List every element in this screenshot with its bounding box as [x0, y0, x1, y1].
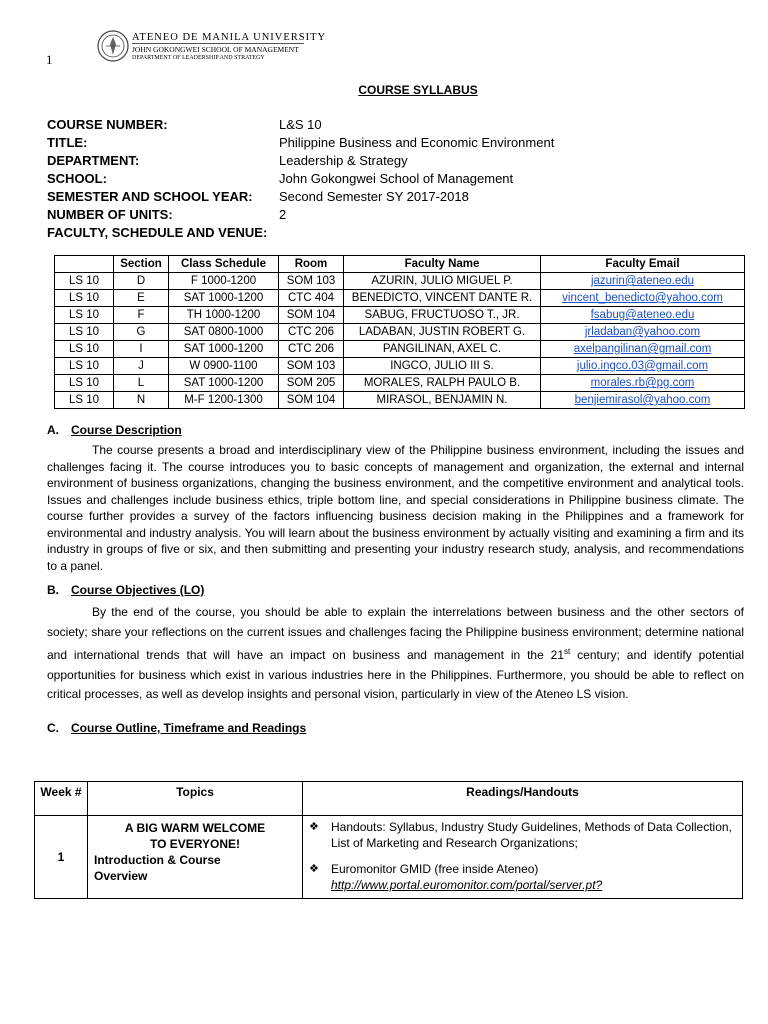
info-label: DEPARTMENT: [47, 153, 140, 168]
cell-course: LS 10 [55, 341, 114, 358]
diamond-bullet-icon: ❖ [309, 863, 319, 875]
cell-faculty-email [541, 290, 745, 307]
faculty-table-header [55, 256, 745, 273]
info-row-school [47, 170, 554, 188]
ordinal-suffix: st [564, 647, 571, 656]
table-row [55, 341, 745, 358]
header-course [55, 256, 114, 273]
cell-faculty-email [541, 392, 745, 409]
info-label: COURSE NUMBER: [47, 117, 168, 132]
page-title: COURSE SYLLABUS [358, 83, 478, 97]
euromonitor-link[interactable]: http://www.portal.euromonitor.com/portal/server.pt? [331, 878, 603, 892]
info-value: John Gokongwei School of Management [279, 171, 514, 186]
section-c-heading [47, 721, 306, 735]
cell-course: LS 10 [55, 324, 114, 341]
cell-faculty-name: BENEDICTO, VINCENT DANTE R. [344, 290, 541, 307]
cell-section: J [114, 358, 169, 375]
cell-faculty-name: MORALES, RALPH PAULO B. [344, 375, 541, 392]
header-topics: Topics [88, 782, 303, 816]
logo-school-name: JOHN GOKONGWEI SCHOOL OF MANAGEMENT [132, 45, 299, 54]
cell-room: SOM 103 [279, 358, 344, 375]
cell-faculty-name: AZURIN, JULIO MIGUEL P. [344, 273, 541, 290]
cell-faculty-name: INGCO, JULIO III S. [344, 358, 541, 375]
university-logo [97, 30, 327, 64]
cell-faculty-email [541, 341, 745, 358]
section-title: Course Objectives (LO) [71, 583, 205, 597]
cell-schedule: F 1000-1200 [169, 273, 279, 290]
header-readings: Readings/Handouts [303, 782, 743, 816]
header-section: Section [114, 256, 169, 273]
section-letter: A. [47, 423, 59, 437]
cell-course: LS 10 [55, 273, 114, 290]
reading-text: Handouts: Syllabus, Industry Study Guidelines, Methods of Data Collection, List of Marketing and Research Organizations; [331, 820, 732, 850]
header-faculty-name: Faculty Name [344, 256, 541, 273]
faculty-email-link[interactable]: jrladaban@yahoo.com [584, 326, 701, 338]
cell-course: LS 10 [55, 307, 114, 324]
info-row-faculty [47, 224, 554, 242]
cell-course: LS 10 [55, 375, 114, 392]
info-label: TITLE: [47, 135, 88, 150]
topic-line: Overview [94, 869, 148, 883]
cell-faculty-email [541, 358, 745, 375]
logo-department-name: DEPARTMENT OF LEADERSHIP AND STRATEGY [132, 55, 265, 61]
faculty-email-link[interactable]: julio.ingco.03@gmail.com [576, 360, 709, 372]
reading-item [309, 819, 736, 851]
header-faculty-email: Faculty Email [541, 256, 745, 273]
diamond-bullet-icon: ❖ [309, 821, 319, 833]
info-row-title [47, 134, 554, 152]
table-row [55, 290, 745, 307]
cell-schedule: M-F 1200-1300 [169, 392, 279, 409]
header-week: Week # [35, 782, 88, 816]
cell-course: LS 10 [55, 358, 114, 375]
info-label: SCHOOL: [47, 171, 107, 186]
page-number: 1 [46, 52, 53, 67]
header-room: Room [279, 256, 344, 273]
faculty-email-link[interactable]: fsabug@ateneo.edu [590, 309, 695, 321]
week-topic [88, 816, 303, 899]
cell-room: CTC 206 [279, 341, 344, 358]
objectives-text-part2: century; and identify potential opportunities for business which exist in various industries here in the Philippines. Furthermore, you should be able to reflect on critical processes, as well as develop insights and personal vision, particularly in view of the Ateneo LS vision. [47, 648, 745, 701]
table-row [55, 273, 745, 290]
course-objectives-text [47, 603, 744, 705]
cell-faculty-email [541, 324, 745, 341]
cell-course: LS 10 [55, 290, 114, 307]
table-row [55, 392, 745, 409]
cell-schedule: SAT 1000-1200 [169, 290, 279, 307]
logo-divider [132, 43, 304, 44]
cell-faculty-email [541, 307, 745, 324]
info-row-units [47, 206, 554, 224]
outline-row-week-1 [35, 816, 743, 899]
info-row-department [47, 152, 554, 170]
section-b-heading [47, 583, 204, 597]
cell-faculty-email [541, 273, 745, 290]
cell-faculty-name: LADABAN, JUSTIN ROBERT G. [344, 324, 541, 341]
cell-section: D [114, 273, 169, 290]
topic-line: TO EVERYONE! [149, 837, 241, 851]
faculty-email-link[interactable]: morales.rb@pg.com [590, 377, 695, 389]
cell-schedule: W 0900-1100 [169, 358, 279, 375]
section-title: Course Outline, Timeframe and Readings [71, 721, 307, 735]
section-letter: C. [47, 721, 59, 735]
faculty-email-link[interactable]: jazurin@ateneo.edu [590, 275, 695, 287]
table-row [55, 375, 745, 392]
cell-room: SOM 104 [279, 307, 344, 324]
table-row [55, 324, 745, 341]
info-label: SEMESTER AND SCHOOL YEAR: [47, 189, 253, 204]
reading-text [331, 861, 736, 893]
cell-schedule: TH 1000-1200 [169, 307, 279, 324]
cell-room: SOM 103 [279, 273, 344, 290]
cell-room: CTC 206 [279, 324, 344, 341]
reading-item [309, 861, 736, 893]
cell-faculty-name: SABUG, FRUCTUOSO T., JR. [344, 307, 541, 324]
outline-table-header [35, 782, 743, 816]
section-a-heading [47, 423, 182, 437]
cell-room: SOM 104 [279, 392, 344, 409]
cell-faculty-email [541, 375, 745, 392]
cell-section: L [114, 375, 169, 392]
week-readings [303, 816, 743, 899]
info-label: NUMBER OF UNITS: [47, 207, 173, 222]
topic-line: A BIG WARM WELCOME [124, 821, 266, 835]
cell-schedule: SAT 0800-1000 [169, 324, 279, 341]
header-schedule: Class Schedule [169, 256, 279, 273]
cell-faculty-name: MIRASOL, BENJAMIN N. [344, 392, 541, 409]
section-title: Course Description [71, 423, 182, 437]
week-number: 1 [35, 816, 88, 899]
cell-section: E [114, 290, 169, 307]
cell-faculty-name: PANGILINAN, AXEL C. [344, 341, 541, 358]
ateneo-seal-icon [97, 30, 129, 62]
section-letter: B. [47, 583, 59, 597]
info-value: 2 [279, 207, 287, 222]
table-row [55, 307, 745, 324]
info-value: Philippine Business and Economic Environment [279, 135, 555, 150]
cell-schedule: SAT 1000-1200 [169, 341, 279, 358]
faculty-email-link[interactable]: axelpangilinan@gmail.com [573, 343, 712, 355]
logo-university-name: ATENEO DE MANILA UNIVERSITY [132, 32, 327, 43]
cell-room: SOM 205 [279, 375, 344, 392]
info-row-course-number [47, 116, 554, 134]
course-info [47, 116, 554, 242]
info-value: Second Semester SY 2017-2018 [279, 189, 469, 204]
info-value: L&S 10 [279, 117, 322, 132]
cell-section: G [114, 324, 169, 341]
reading-label: Euromonitor GMID (free inside Ateneo) [331, 862, 539, 876]
cell-section: F [114, 307, 169, 324]
cell-schedule: SAT 1000-1200 [169, 375, 279, 392]
cell-course: LS 10 [55, 392, 114, 409]
cell-room: CTC 404 [279, 290, 344, 307]
faculty-table [54, 255, 745, 409]
faculty-email-link[interactable]: vincent_benedicto@yahoo.com [562, 292, 723, 304]
objectives-text-part1: By the end of the course, you should be able to explain the interrelations between business and the other sectors of society; share your reflections on the current issues and challenges facing the Philippine business environment; determine national and international trends that will have an impact on business and management in the 21 [47, 605, 744, 662]
cell-section: N [114, 392, 169, 409]
cell-section: I [114, 341, 169, 358]
course-description-text: The course presents a broad and interdisciplinary view of the Philippine business environment, including the issues and challenges facing it. The course introduces you to basic concepts of management and organization, the external and internal environment of business organizations, changing the business environment, and the competitive environment and analytical tools. Issues and challenges include business ethics, triple bottom line, and special considerations in Philippine business climate. The course further provides a survey of the factors influencing business decision making in the Philippines and a framework for environmental and industry analysis. You will learn about the business environment by actually visiting and examining a firm and its industry in groups of five or six, and then submitting and presenting your industry research study, analysis, and recommendations to a panel. [47, 443, 744, 573]
info-row-semester [47, 188, 554, 206]
faculty-email-link[interactable]: benjiemirasol@yahoo.com [574, 394, 711, 406]
info-value: Leadership & Strategy [279, 153, 408, 168]
topic-line: Introduction & Course [94, 853, 221, 867]
table-row [55, 358, 745, 375]
course-outline-table [34, 781, 743, 899]
info-label: FACULTY, SCHEDULE AND VENUE: [47, 225, 268, 240]
